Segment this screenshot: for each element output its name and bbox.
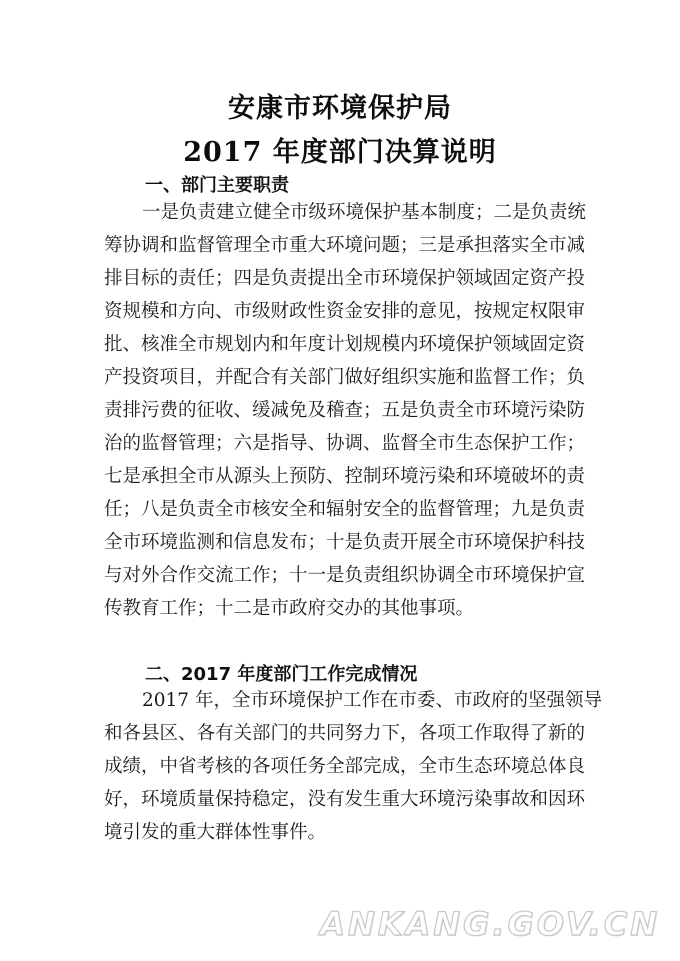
section-body-work-completion (104, 684, 602, 849)
paragraph-line: 责排污费的征收、缓减免及稽查；五是负责全市环境污染防 (104, 400, 586, 421)
paragraph-line: 境引发的重大群体性事件。 (104, 822, 327, 843)
paragraph-line: 资规模和方向、市级财政性资金安排的意见，按规定权限审 (104, 301, 586, 322)
section-heading-work-completion: 二、2017 年度部门工作完成情况 (145, 664, 418, 685)
paragraph-line: 产投资项目，并配合有关部门做好组织实施和监督工作；负 (104, 367, 586, 388)
paragraph-line: 排目标的责任；四是负责提出全市环境保护领域固定资产投 (104, 268, 586, 289)
paragraph-line: 全市环境监测和信息发布；十是负责开展全市环境保护科技 (104, 532, 586, 553)
paragraph-line: 与对外合作交流工作；十一是负责组织协调全市环境保护宣 (104, 565, 586, 586)
paragraph-line: 任；八是负责全市核安全和辐射安全的监督管理；九是负责 (104, 499, 586, 520)
paragraph-line: 七是承担全市从源头上预防、控制环境污染和环境破坏的责 (104, 466, 586, 487)
section-body-duties (104, 196, 587, 625)
site-watermark: ANKANG.GOV.CN (320, 905, 660, 943)
paragraph-line: 传教育工作；十二是市政府交办的其他事项。 (104, 598, 475, 619)
paragraph-line: 好，环境质量保持稳定，没有发生重大环境污染事故和因环 (104, 789, 586, 810)
paragraph-line: 批、核准全市规划内和年度计划规模内环境保护领域固定资 (104, 334, 586, 355)
paragraph-line: 筹协调和监督管理全市重大环境问题；三是承担落实全市减 (104, 235, 586, 256)
paragraph-line: 成绩，中省考核的各项任务全部完成，全市生态环境总体良 (104, 756, 586, 777)
document-subtitle: 2017 年度部门决算说明 (183, 137, 497, 168)
paragraph-line: 和各县区、各有关部门的共同努力下，各项工作取得了新的 (104, 723, 586, 744)
paragraph-line: 一是负责建立健全市级环境保护基本制度；二是负责统 (142, 202, 587, 223)
document-title: 安康市环境保护局 (228, 93, 452, 124)
paragraph-line: 2017 年，全市环境保护工作在市委、市政府的坚强领导 (142, 690, 602, 711)
section-heading-duties: 一、部门主要职责 (145, 175, 289, 196)
paragraph-line: 治的监督管理；六是指导、协调、监督全市生态保护工作； (104, 433, 586, 454)
